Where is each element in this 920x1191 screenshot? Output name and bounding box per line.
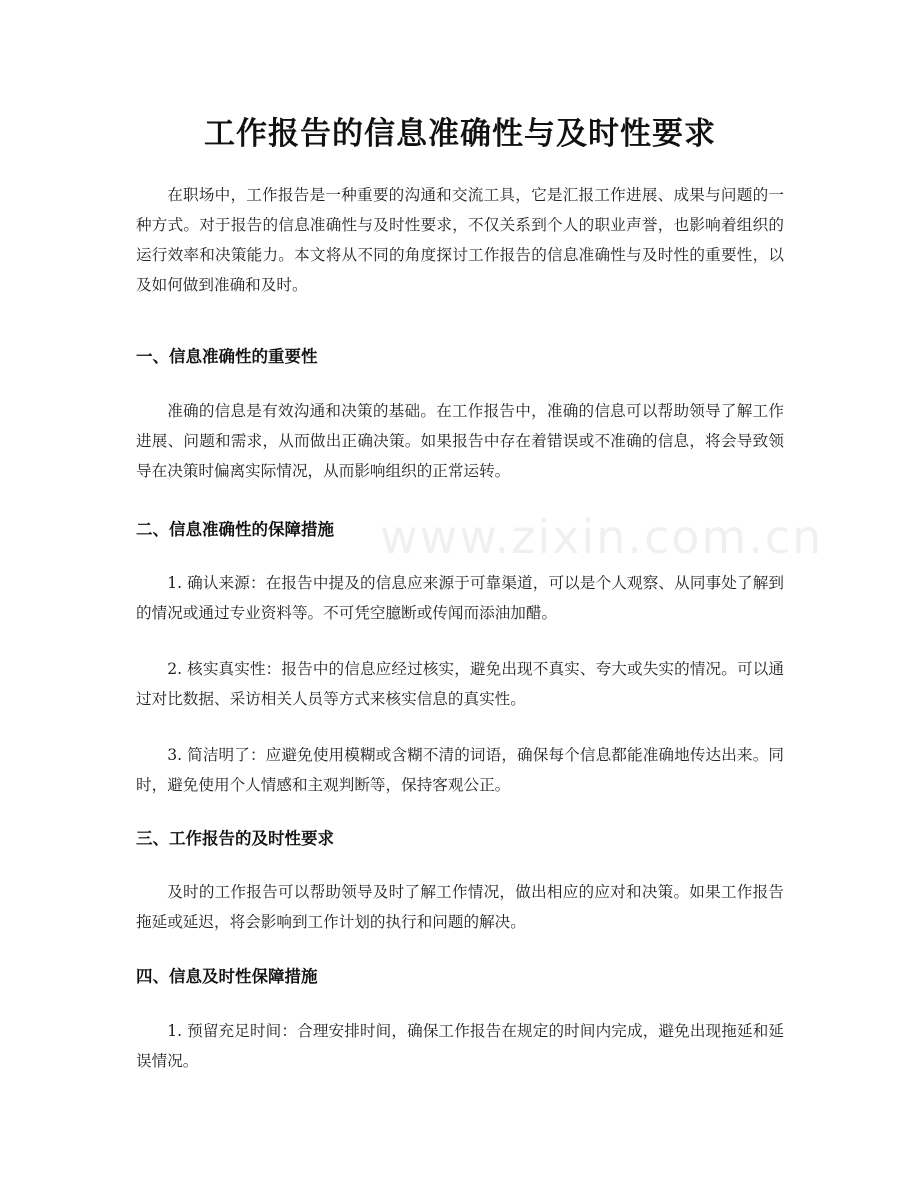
section-heading-1: 一、信息准确性的重要性 xyxy=(136,347,318,366)
section-heading-4: 四、信息及时性保障措施 xyxy=(136,967,318,986)
document-title: 工作报告的信息准确性与及时性要求 xyxy=(204,116,716,152)
watermark-text: www.zixin.com.cn xyxy=(380,510,824,564)
section-1-paragraph-1: 准确的信息是有效沟通和决策的基础。在工作报告中，准确的信息可以帮助领导了解工作进展、问题和需求，从而做出正确决策。如果报告中存在着错误或不准确的信息，将会导致领导在决策时偏离实际情况，从而影响组织的正常运转。 xyxy=(136,402,784,480)
section-2-paragraph-1: 1. 确认来源：在报告中提及的信息应来源于可靠渠道，可以是个人观察、从同事处了解到的情况或通过专业资料等。不可凭空臆断或传闻而添油加醋。 xyxy=(136,574,784,622)
section-2-paragraph-3: 3. 简洁明了：应避免使用模糊或含糊不清的词语，确保每个信息都能准确地传达出来。同时，避免使用个人情感和主观判断等，保持客观公正。 xyxy=(136,746,784,794)
section-2-paragraph-2: 2. 核实真实性：报告中的信息应经过核实，避免出现不真实、夸大或失实的情况。可以通过对比数据、采访相关人员等方式来核实信息的真实性。 xyxy=(136,660,784,708)
section-heading-2: 二、信息准确性的保障措施 xyxy=(136,520,334,539)
section-4-paragraph-1: 1. 预留充足时间：合理安排时间，确保工作报告在规定的时间内完成，避免出现拖延和延误情况。 xyxy=(136,1022,784,1070)
section-3-paragraph-1: 及时的工作报告可以帮助领导及时了解工作情况，做出相应的应对和决策。如果工作报告拖延或延迟，将会影响到工作计划的执行和问题的解决。 xyxy=(136,883,784,931)
intro-paragraph: 在职场中，工作报告是一种重要的沟通和交流工具，它是汇报工作进展、成果与问题的一种方式。对于报告的信息准确性与及时性要求，不仅关系到个人的职业声誉，也影响着组织的运行效率和决策能力。本文将从不同的角度探讨工作报告的信息准确性与及时性的重要性，以及如何做到准确和及时。 xyxy=(136,186,784,294)
section-heading-3: 三、工作报告的及时性要求 xyxy=(136,829,334,848)
